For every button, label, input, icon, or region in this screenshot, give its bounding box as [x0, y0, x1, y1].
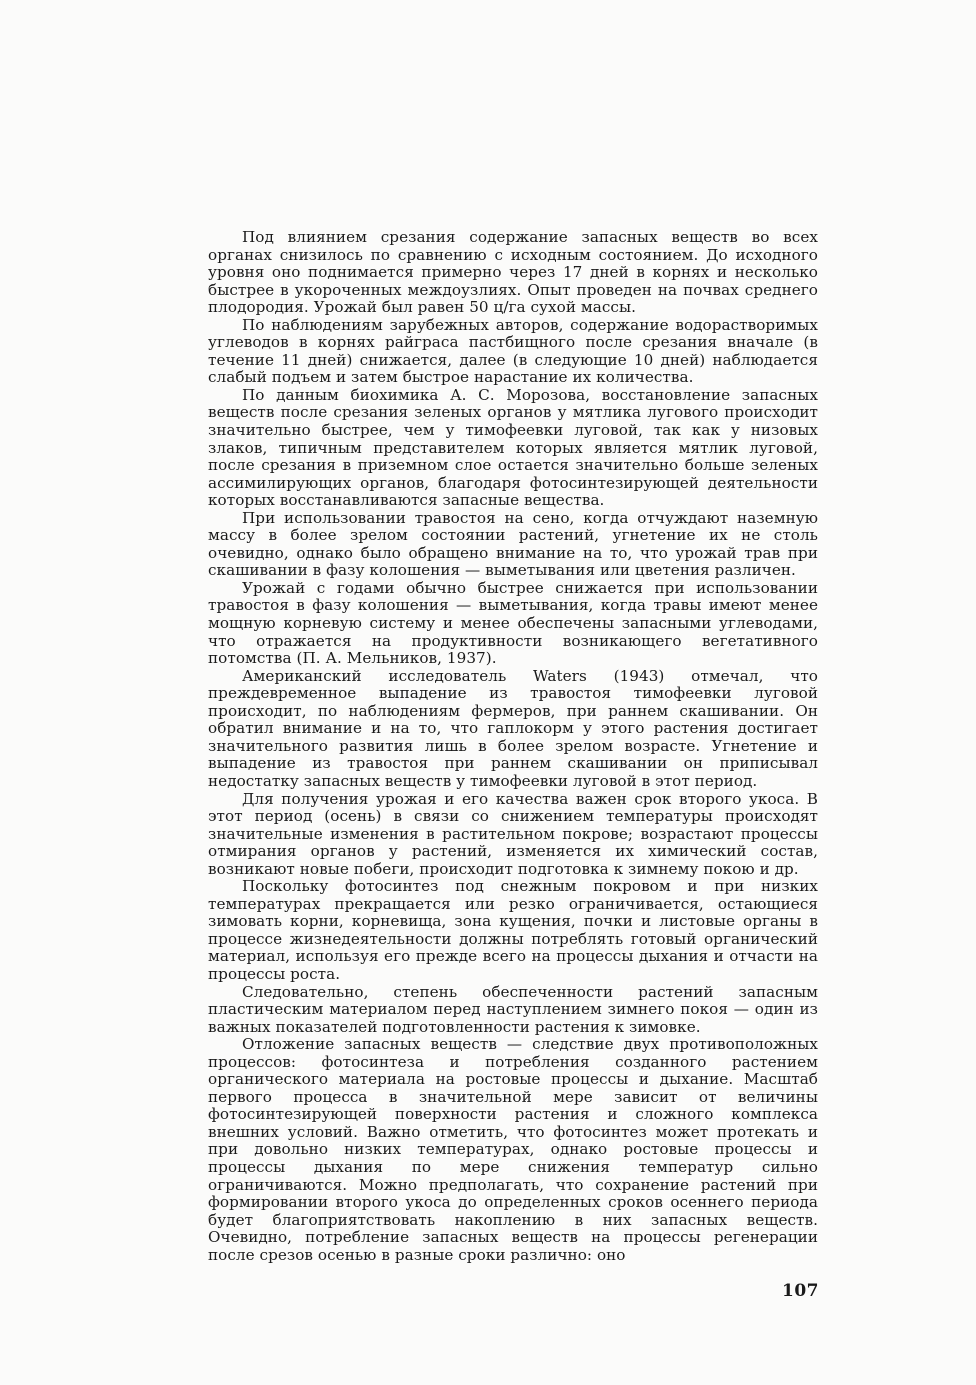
body-text	[208, 229, 818, 1264]
paragraph: Следовательно, степень обеспеченности растений запасным пластическим материалом перед наступлением зимнего покоя — один из важных показателей подготовленности растения к зимовке.	[208, 982, 818, 1036]
paragraph: Урожай с годами обычно быстрее снижается при использовании травостоя в фазу колошения — выметывания, когда травы имеют менее мощную корневую систему и менее обеспечены запасными углеводами, что отражается на продуктивности возникающего вегетативного потомства (П. А. Мельников, 1937).	[208, 578, 818, 668]
paragraph: Отложение запасных веществ — следствие двух противоположных процессов: фотосинтеза и потребления созданного растением органического материала на ростовые процессы и дыхание. Масштаб первого процесса в значительной мере зависит от величины фотосинтезирующей поверхности растения и сложного комплекса внешних условий. Важно отметить, что фотосинтез может протекать и при довольно низких температурах, однако ростовые процессы и процессы дыхания по мере снижения температур сильно ограничиваются. Можно предполагать, что сохранение растений при формировании второго укоса до определенных сроков осеннего периода будет благоприятствовать накоплению в них запасных веществ. Очевидно, потребление запасных веществ на процессы регенерации после срезов осенью в разные сроки различно: оно	[208, 1035, 818, 1264]
paragraph: Под влиянием срезания содержание запасных веществ во всех органах снизилось по сравнению с исходным состоянием. До исходного уровня оно поднимается примерно через 17 дней в корнях и несколько быстрее в укороченных междоузлиях. Опыт проведен на почвах среднего плодородия. Урожай был равен 50 ц/га сухой массы.	[208, 228, 818, 317]
paragraph: Для получения урожая и его качества важен срок второго укоса. В этот период (осень) в связи со снижением температуры происходят значительные изменения в растительном покрове; возрастают процессы отмирания органов у растений, изменяется их химический состав, возникают новые побеги, происходит подготовка к зимнему покою и др.	[208, 789, 818, 878]
paragraph: При использовании травостоя на сено, когда отчуждают наземную массу в более зрелом состоянии растений, угнетение их не столь очевидно, однако было обращено внимание на то, что урожай трав при скашивании в фазу колошения — выметывания или цветения различен.	[208, 508, 818, 580]
paragraph: По данным биохимика А. С. Морозова, восстановление запасных веществ после срезания зеленых органов у мятлика лугового происходит значительно быстрее, чем у тимофеевки луговой, так как у низовых злаков, типичным представителем которых является мятлик луговой, после срезания в приземном слое остается значительно больше зеленых ассимилирующих органов, благодаря фотосинтезирующей деятельности которых восстанавливаются запасные вещества.	[208, 385, 818, 510]
paragraph: По наблюдениям зарубежных авторов, содержание водорастворимых углеводов в корнях райграса пастбищного после срезания вначале (в течение 11 дней) снижается, далее (в следующие 10 дней) наблюдается слабый подъем и затем быстрое нарастание их количества.	[208, 315, 818, 387]
paragraph: Поскольку фотосинтез под снежным покровом и при низких температурах прекращается или резко ограничивается, остающиеся зимовать корни, корневища, зона кущения, почки и листовые органы в процессе жизнедеятельности должны потреблять готовый органический материал, используя его прежде всего на процессы дыхания и отчасти на процессы роста.	[208, 877, 818, 983]
paragraph: Американский исследователь Waters (1943) отмечал, что преждевременное выпадение из травостоя тимофеевки луговой происходит, по наблюдениям фермеров, при раннем скашивании. Он обратил внимание и на то, что гаплокорм у этого растения достигает значительного развития лишь в более зрелом возрасте. Угнетение и выпадение из травостоя при раннем скашивании он приписывал недостатку запасных веществ у тимофеевки луговой в этот период.	[208, 666, 818, 790]
page-number: 107	[782, 1281, 819, 1301]
